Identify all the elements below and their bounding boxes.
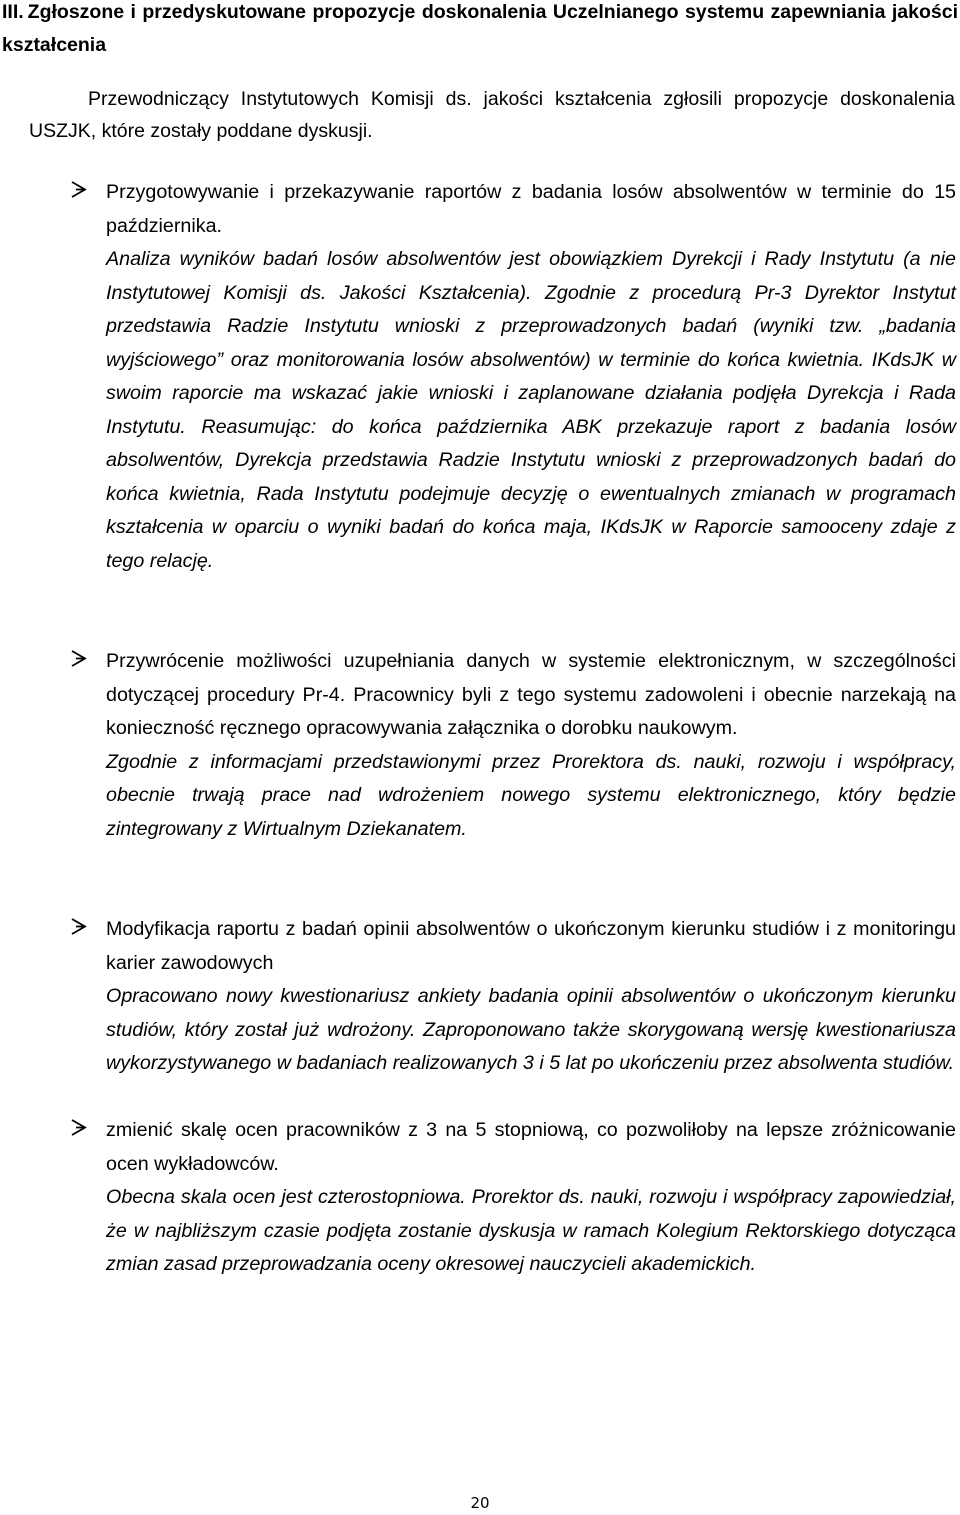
item-lead: Modyfikacja raportu z badań opinii absolwentów o ukończonym kierunku studiów i z monitoringu karier zawodowych <box>106 918 956 974</box>
item-lead: Przygotowywanie i przekazywanie raportów z badania losów absolwentów w terminie do 15 października. <box>106 181 956 237</box>
item-body: Zgodnie z informacjami przedstawionymi przez Prorektora ds. nauki, rozwoju i współpracy, obecnie trwają prace nad wdrożeniem nowego systemu elektronicznego, który będzie zintegrowany z Wirtualnym Dziekanatem. <box>106 750 956 840</box>
item-lead: zmienić skalę ocen pracowników z 3 na 5 stopniową, co pozwoliłoby na lepsze zróżnicowanie ocen wykładowców. <box>106 1119 956 1175</box>
list-item <box>106 1114 956 1282</box>
list-item <box>106 176 956 578</box>
page-number: 20 <box>470 1494 490 1512</box>
section-title: Zgłoszone i przedyskutowane propozycje doskonalenia Uczelnianego systemu zapewniania jakości kształcenia <box>2 1 958 56</box>
arrow-bullet-icon <box>70 176 90 206</box>
intro-paragraph: Przewodniczący Instytutowych Komisji ds. jakości kształcenia zgłosili propozycje doskonalenia USZJK, które zostały poddane dyskusji. <box>29 88 955 142</box>
list-item <box>106 913 956 1081</box>
list-item <box>106 645 956 846</box>
item-body: Analiza wyników badań losów absolwentów jest obowiązkiem Dyrekcji i Rady Instytutu (a nie Instytutowej Komisji ds. Jakości Kształcenia). Zgodnie z procedurą Pr-3 Dyrektor Instytut przedstawia Radzie Instytutu wnioski z przeprowadzonych badań (wyniki tzw. „badania wyjściowego” oraz monitorowania losów absolwentów) w terminie do końca kwietnia. IKdsJK w swoim raporcie ma wskazać jakie wnioski i zaplanowane działania podjęła Dyrekcja i Rada Instytutu. Reasumując: do końca października ABK przekazuje raport z badania losów absolwentów, Dyrekcja przedstawia Radzie Instytutu wnioski z przeprowadzonych badań do końca kwietnia, Rada Instytutu podejmuje decyzję o ewentualnych zmianach w programach kształcenia w oparciu o wyniki badań do końca maja, IKdsJK w Raporcie samooceny zdaje z tego relację. <box>106 248 956 572</box>
item-lead: Przywrócenie możliwości uzupełniania danych w systemie elektronicznym, w szczególności dotyczącej procedury Pr-4. Pracownicy byli z tego systemu zadowoleni i obecnie narzekają na konieczność ręcznego opracowywania załącznika o dorobku naukowym. <box>106 650 956 739</box>
arrow-bullet-icon <box>70 1114 90 1144</box>
section-heading <box>2 0 958 62</box>
arrow-bullet-icon <box>70 913 90 943</box>
item-body: Obecna skala ocen jest czterostopniowa. Prorektor ds. nauki, rozwoju i współpracy zapowiedział, że w najbliższym czasie podjęta zostanie dyskusja w ramach Kolegium Rektorskiego dotycząca zmian zasad przeprowadzania oceny okresowej nauczycieli akademickich. <box>106 1186 956 1276</box>
item-body: Opracowano nowy kwestionariusz ankiety badania opinii absolwentów o ukończonym kierunku studiów, który został już wdrożony. Zaproponowano także skorygowaną wersję kwestionariusza wykorzystywanego w badaniach realizowanych 3 i 5 lat po ukończeniu przez absolwenta studiów. <box>106 985 956 1075</box>
section-number: III. <box>2 1 24 23</box>
arrow-bullet-icon <box>70 645 90 675</box>
